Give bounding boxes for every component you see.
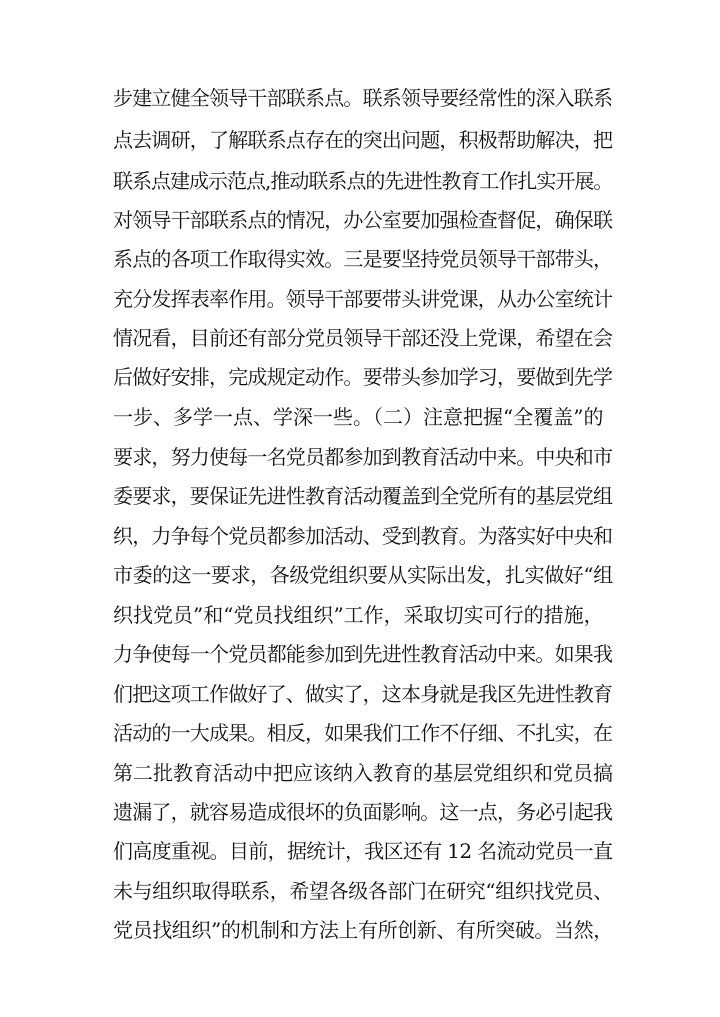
text-line: 点去调研，了解联系点存在的突出问题，积极帮助解决，把 [113, 128, 613, 152]
text-line: 一步、多学一点、学深一些。（二）注意把握“全覆盖”的 [113, 405, 604, 429]
text-line: 要求，努力使每一名党员都参加到教育活动中来。中央和市 [113, 445, 613, 469]
text-line: 联系点建成示范点,推动联系点的先进性教育工作扎实开展。 [113, 169, 613, 193]
text-line: 力争使每一个党员都能参加到先进性教育活动中来。如果我 [113, 642, 613, 666]
text-line: 未与组织取得联系，希望各级各部门在研究“组织找党员、 [113, 879, 613, 903]
text-line: 后做好安排，完成规定动作。要带头参加学习，要做到先学 [113, 365, 613, 389]
text-line: 充分发挥表率作用。领导干部要带头讲党课，从办公室统计 [113, 287, 613, 311]
text-line: 市委的这一要求，各级党组织要从实际出发，扎实做好“组 [113, 563, 613, 587]
text-line: 们高度重视。目前，据统计，我区还有 12 名流动党员一直 [113, 839, 613, 863]
text-line: 系点的各项工作取得实效。三是要坚持党员领导干部带头， [113, 247, 613, 271]
text-line: 遗漏了，就容易造成很坏的负面影响。这一点，务必引起我 [113, 800, 613, 824]
text-line: 第二批教育活动中把应该纳入教育的基层党组织和党员搞 [113, 761, 613, 785]
text-line: 党员找组织”的机制和方法上有所创新、有所突破。当然， [113, 918, 613, 942]
text-line: 活动的一大成果。相反，如果我们工作不仔细、不扎实，在 [113, 721, 613, 745]
text-line: 情况看，目前还有部分党员领导干部还没上党课，希望在会 [113, 326, 613, 350]
text-line: 织找党员”和“党员找组织”工作，采取切实可行的措施， [113, 603, 604, 627]
text-line: 们把这项工作做好了、做实了，这本身就是我区先进性教育 [113, 682, 613, 706]
text-line: 织，力争每个党员都参加活动、受到教育。为落实好中央和 [113, 524, 613, 548]
text-line: 对领导干部联系点的情况，办公室要加强检查督促，确保联 [113, 208, 613, 232]
text-line: 步建立健全领导干部联系点。联系领导要经常性的深入联系 [113, 86, 613, 110]
text-line: 委要求，要保证先进性教育活动覆盖到全党所有的基层党组 [113, 484, 613, 508]
